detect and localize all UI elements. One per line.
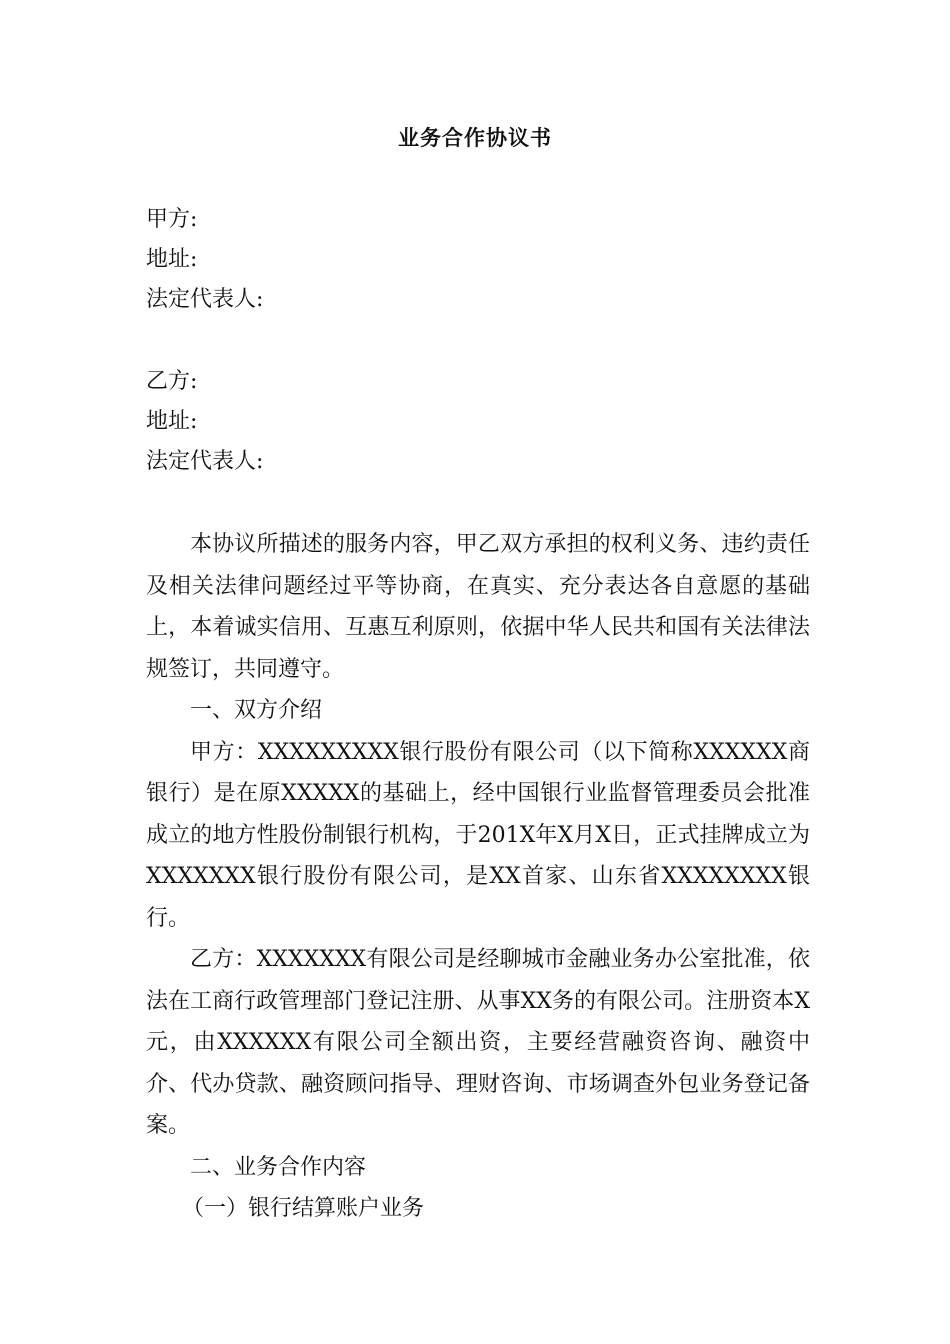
section-heading-cooperation: 二、业务合作内容 <box>190 1154 367 1180</box>
party-a-name-label: 甲方: <box>146 207 198 232</box>
party-b-address-label: 地址: <box>146 409 198 434</box>
party-a-address-label: 地址: <box>146 247 198 272</box>
party-a-info <box>146 200 826 320</box>
agreement-body <box>146 524 810 1230</box>
section-heading-introduction: 一、双方介绍 <box>190 698 323 723</box>
subsection-heading-settlement-account: （一）银行结算账户业务 <box>182 1196 425 1221</box>
party-b-name-label: 乙方: <box>146 369 198 394</box>
document-title: 业务合作协议书 <box>398 125 552 150</box>
preamble-paragraph: 本协议所描述的服务内容，甲乙双方承担的权利义务、违约责任及相关法律问题经过平等协商，在真实、充分表达各自意愿的基础上，本着诚实信用、互惠互利原则，依据中华人民共和国有关法律法规签订，共同遵守。 <box>146 532 810 682</box>
party-a-representative-label: 法定代表人: <box>146 287 264 312</box>
party-b-intro-paragraph: 乙方：XXXXXXX有限公司是经聊城市金融业务办公室批准，依法在工商行政管理部门登记注册、从事XX务的有限公司。注册资本X元，由XXXXXX有限公司全额出资，主要经营融资咨询、融资中介、代办贷款、融资顾问指导、理财咨询、市场调查外包业务登记备案。 <box>146 947 810 1138</box>
party-b-info <box>146 362 826 482</box>
party-a-intro-paragraph: 甲方：XXXXXXXXX银行股份有限公司（以下简称XXXXXX商银行）是在原XXXXX的基础上，经中国银行业监督管理委员会批准成立的地方性股份制银行机构，于201X年X月X日，正式挂牌成立为XXXXXXX银行股份有限公司，是XX首家、山东省XXXXXXXX银行。 <box>146 739 810 931</box>
party-b-representative-label: 法定代表人: <box>146 449 264 474</box>
